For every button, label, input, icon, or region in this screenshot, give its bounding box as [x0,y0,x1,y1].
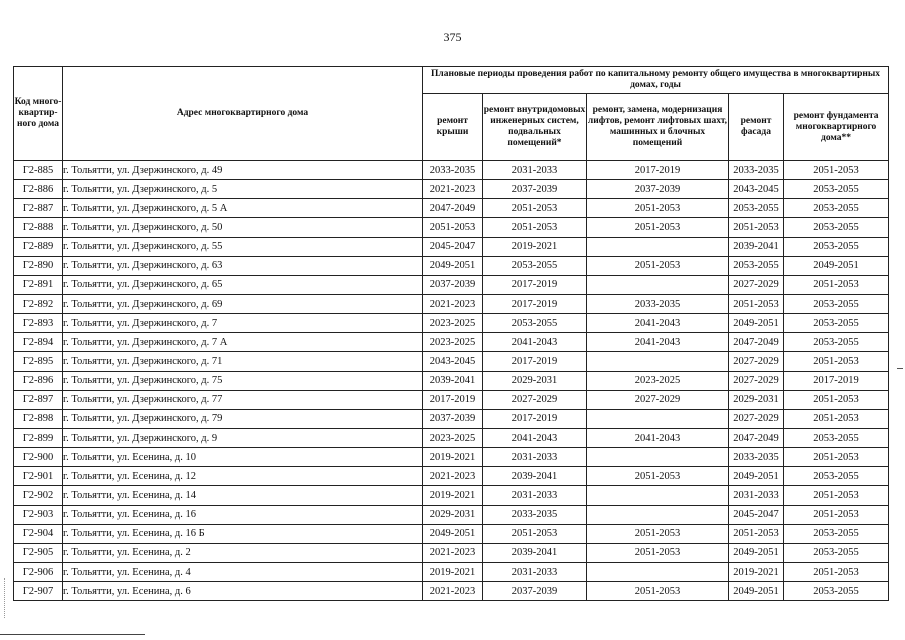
cell-foundation: 2051-2053 [784,448,889,467]
cell-roof: 2043-2045 [423,352,483,371]
cell-foundation: 2051-2053 [784,275,889,294]
cell-elevators [587,562,729,581]
capital-repair-schedule-table [13,66,889,601]
cell-foundation: 2053-2055 [784,218,889,237]
cell-address: г. Тольятти, ул. Есенина, д. 6 [63,582,423,601]
cell-foundation: 2051-2053 [784,486,889,505]
cell-roof: 2021-2023 [423,467,483,486]
table-row [14,161,889,180]
cell-facade: 2053-2055 [729,199,784,218]
cell-systems: 2039-2041 [483,543,587,562]
cell-address: г. Тольятти, ул. Есенина, д. 12 [63,467,423,486]
cell-address: г. Тольятти, ул. Дзержинского, д. 75 [63,371,423,390]
cell-address: г. Тольятти, ул. Дзержинского, д. 5 [63,180,423,199]
cell-address: г. Тольятти, ул. Дзержинского, д. 7 А [63,333,423,352]
table-row [14,352,889,371]
cell-facade: 2049-2051 [729,467,784,486]
table-row [14,562,889,581]
cell-facade: 2027-2029 [729,371,784,390]
header-address: Адрес многоквартирного дома [63,67,423,161]
cell-code: Г2-907 [14,582,63,601]
cell-code: Г2-889 [14,237,63,256]
table-row [14,486,889,505]
cell-facade: 2039-2041 [729,237,784,256]
cell-address: г. Тольятти, ул. Дзержинского, д. 49 [63,161,423,180]
cell-elevators: 2041-2043 [587,333,729,352]
header-foundation: ремонт фундамента многоквартирного дома** [784,94,889,161]
cell-foundation: 2053-2055 [784,467,889,486]
cell-systems: 2053-2055 [483,314,587,333]
cell-address: г. Тольятти, ул. Дзержинского, д. 77 [63,390,423,409]
cell-facade: 2047-2049 [729,428,784,447]
cell-roof: 2049-2051 [423,524,483,543]
cell-address: г. Тольятти, ул. Есенина, д. 2 [63,543,423,562]
header-code: Код много-квартир-ного дома [14,67,63,161]
cell-elevators: 2051-2053 [587,199,729,218]
cell-roof: 2045-2047 [423,237,483,256]
table-row [14,409,889,428]
table-row [14,448,889,467]
cell-address: г. Тольятти, ул. Дзержинского, д. 55 [63,237,423,256]
cell-facade: 2047-2049 [729,333,784,352]
cell-code: Г2-893 [14,314,63,333]
cell-elevators [587,448,729,467]
cell-address: г. Тольятти, ул. Есенина, д. 16 [63,505,423,524]
cell-elevators: 2051-2053 [587,543,729,562]
cell-address: г. Тольятти, ул. Дзержинского, д. 7 [63,314,423,333]
cell-roof: 2039-2041 [423,371,483,390]
cell-elevators: 2033-2035 [587,294,729,313]
cell-address: г. Тольятти, ул. Дзержинского, д. 63 [63,256,423,275]
cell-roof: 2029-2031 [423,505,483,524]
cell-roof: 2019-2021 [423,562,483,581]
cell-roof: 2023-2025 [423,333,483,352]
cell-code: Г2-898 [14,409,63,428]
cell-code: Г2-904 [14,524,63,543]
cell-address: г. Тольятти, ул. Дзержинского, д. 71 [63,352,423,371]
cell-systems: 2031-2033 [483,486,587,505]
cell-systems: 2037-2039 [483,582,587,601]
cell-facade: 2045-2047 [729,505,784,524]
cell-foundation: 2053-2055 [784,237,889,256]
table-row [14,314,889,333]
header-elevators: ремонт, замена, модернизация лифтов, ремонт лифтовых шахт, машинных и блочных помещений [587,94,729,161]
cell-code: Г2-891 [14,275,63,294]
cell-address: г. Тольятти, ул. Есенина, д. 14 [63,486,423,505]
cell-systems: 2051-2053 [483,524,587,543]
table-row [14,371,889,390]
cell-address: г. Тольятти, ул. Дзержинского, д. 5 А [63,199,423,218]
cell-elevators [587,352,729,371]
cell-code: Г2-903 [14,505,63,524]
cell-code: Г2-885 [14,161,63,180]
cell-elevators: 2051-2053 [587,218,729,237]
cell-facade: 2029-2031 [729,390,784,409]
cell-code: Г2-905 [14,543,63,562]
cell-facade: 2053-2055 [729,256,784,275]
cell-facade: 2051-2053 [729,218,784,237]
cell-foundation: 2017-2019 [784,371,889,390]
cell-systems: 2031-2033 [483,562,587,581]
cell-foundation: 2053-2055 [784,314,889,333]
cell-facade: 2027-2029 [729,409,784,428]
cell-elevators: 2051-2053 [587,582,729,601]
table-row [14,199,889,218]
cell-foundation: 2053-2055 [784,199,889,218]
cell-systems: 2027-2029 [483,390,587,409]
cell-code: Г2-895 [14,352,63,371]
cell-roof: 2017-2019 [423,390,483,409]
margin-mark [897,368,903,369]
table-row [14,333,889,352]
cell-facade: 2049-2051 [729,543,784,562]
cell-roof: 2037-2039 [423,275,483,294]
cell-foundation: 2051-2053 [784,390,889,409]
cell-roof: 2023-2025 [423,314,483,333]
cell-systems: 2037-2039 [483,180,587,199]
cell-systems: 2041-2043 [483,333,587,352]
cell-foundation: 2049-2051 [784,256,889,275]
page-number: 375 [443,30,462,44]
cell-elevators: 2041-2043 [587,314,729,333]
cell-address: г. Тольятти, ул. Есенина, д. 4 [63,562,423,581]
cell-systems: 2017-2019 [483,275,587,294]
cell-systems: 2019-2021 [483,237,587,256]
table-body [14,161,889,601]
cell-facade: 2051-2053 [729,294,784,313]
table-row [14,582,889,601]
cell-foundation: 2053-2055 [784,582,889,601]
cell-code: Г2-890 [14,256,63,275]
cell-code: Г2-902 [14,486,63,505]
scan-specks [4,578,8,618]
table-row [14,294,889,313]
cell-facade: 2031-2033 [729,486,784,505]
cell-foundation: 2053-2055 [784,294,889,313]
table-row [14,180,889,199]
header-roof: ремонт крыши [423,94,483,161]
cell-foundation: 2053-2055 [784,333,889,352]
cell-foundation: 2053-2055 [784,180,889,199]
cell-roof: 2037-2039 [423,409,483,428]
table-row [14,524,889,543]
cell-systems: 2017-2019 [483,409,587,428]
cell-code: Г2-901 [14,467,63,486]
cell-systems: 2033-2035 [483,505,587,524]
header-systems: ремонт внутридомовых инженерных систем, подвальных помещений* [483,94,587,161]
cell-address: г. Тольятти, ул. Дзержинского, д. 50 [63,218,423,237]
cell-code: Г2-887 [14,199,63,218]
cell-code: Г2-897 [14,390,63,409]
cell-roof: 2023-2025 [423,428,483,447]
cell-systems: 2051-2053 [483,218,587,237]
cell-elevators: 2051-2053 [587,524,729,543]
cell-code: Г2-900 [14,448,63,467]
cell-elevators: 2037-2039 [587,180,729,199]
cell-foundation: 2051-2053 [784,409,889,428]
cell-elevators: 2017-2019 [587,161,729,180]
cell-facade: 2019-2021 [729,562,784,581]
cell-foundation: 2051-2053 [784,505,889,524]
cell-elevators: 2051-2053 [587,256,729,275]
cell-address: г. Тольятти, ул. Дзержинского, д. 69 [63,294,423,313]
cell-foundation: 2051-2053 [784,161,889,180]
cell-foundation: 2053-2055 [784,524,889,543]
cell-address: г. Тольятти, ул. Дзержинского, д. 79 [63,409,423,428]
cell-code: Г2-906 [14,562,63,581]
cell-code: Г2-888 [14,218,63,237]
cell-elevators: 2023-2025 [587,371,729,390]
cell-roof: 2021-2023 [423,180,483,199]
table-row [14,505,889,524]
cell-systems: 2029-2031 [483,371,587,390]
table-row [14,428,889,447]
header-periods-group: Плановые периоды проведения работ по капитальному ремонту общего имущества в многоквартирных домах, годы [423,67,889,94]
cell-foundation: 2051-2053 [784,562,889,581]
cell-elevators [587,409,729,428]
cell-address: г. Тольятти, ул. Дзержинского, д. 9 [63,428,423,447]
table-row [14,275,889,294]
cell-foundation: 2053-2055 [784,428,889,447]
cell-elevators: 2041-2043 [587,428,729,447]
cell-facade: 2049-2051 [729,314,784,333]
header-facade: ремонт фасада [729,94,784,161]
cell-foundation: 2053-2055 [784,543,889,562]
cell-code: Г2-886 [14,180,63,199]
cell-systems: 2031-2033 [483,161,587,180]
table-row [14,390,889,409]
cell-systems: 2017-2019 [483,352,587,371]
footnote-rule [0,634,145,635]
table-row [14,543,889,562]
cell-facade: 2043-2045 [729,180,784,199]
cell-systems: 2053-2055 [483,256,587,275]
cell-elevators [587,275,729,294]
cell-elevators [587,505,729,524]
cell-systems: 2039-2041 [483,467,587,486]
cell-code: Г2-894 [14,333,63,352]
cell-address: г. Тольятти, ул. Есенина, д. 10 [63,448,423,467]
cell-elevators [587,237,729,256]
cell-facade: 2027-2029 [729,275,784,294]
cell-systems: 2017-2019 [483,294,587,313]
cell-systems: 2041-2043 [483,428,587,447]
cell-code: Г2-899 [14,428,63,447]
table-row [14,256,889,275]
cell-roof: 2021-2023 [423,543,483,562]
cell-facade: 2027-2029 [729,352,784,371]
cell-roof: 2019-2021 [423,448,483,467]
cell-elevators: 2027-2029 [587,390,729,409]
cell-facade: 2033-2035 [729,448,784,467]
cell-systems: 2031-2033 [483,448,587,467]
table-row [14,237,889,256]
table-row [14,467,889,486]
cell-facade: 2051-2053 [729,524,784,543]
cell-roof: 2051-2053 [423,218,483,237]
cell-code: Г2-896 [14,371,63,390]
cell-roof: 2021-2023 [423,294,483,313]
cell-address: г. Тольятти, ул. Дзержинского, д. 65 [63,275,423,294]
cell-elevators [587,486,729,505]
cell-roof: 2049-2051 [423,256,483,275]
table-row [14,218,889,237]
cell-foundation: 2051-2053 [784,352,889,371]
cell-roof: 2047-2049 [423,199,483,218]
cell-roof: 2033-2035 [423,161,483,180]
cell-facade: 2033-2035 [729,161,784,180]
cell-code: Г2-892 [14,294,63,313]
cell-roof: 2019-2021 [423,486,483,505]
cell-systems: 2051-2053 [483,199,587,218]
cell-roof: 2021-2023 [423,582,483,601]
cell-elevators: 2051-2053 [587,467,729,486]
cell-address: г. Тольятти, ул. Есенина, д. 16 Б [63,524,423,543]
cell-facade: 2049-2051 [729,582,784,601]
